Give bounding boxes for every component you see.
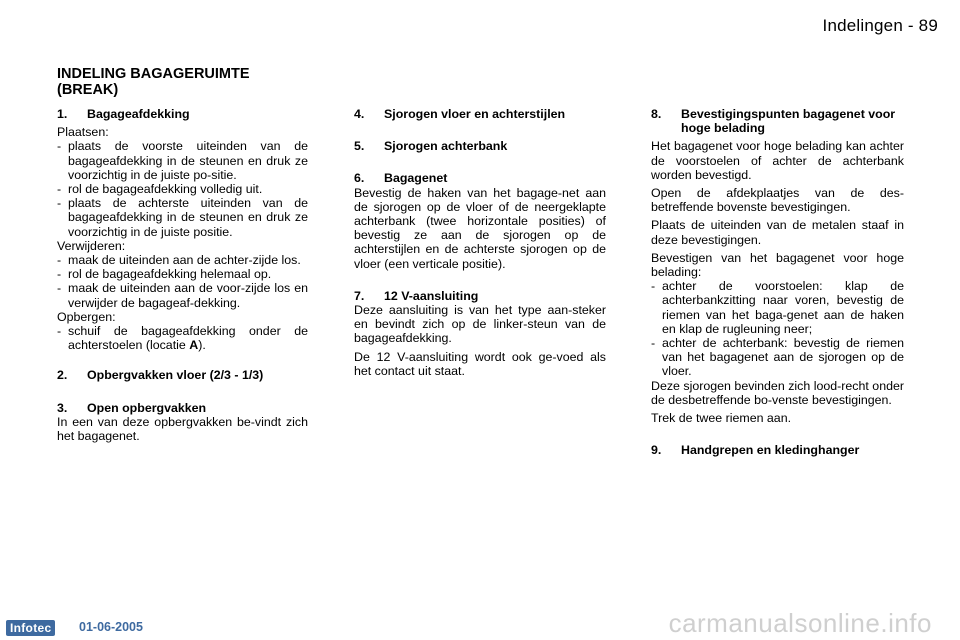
column-1 [57,107,308,443]
section-number: 7. [354,288,365,303]
page-header: Indelingen - 89 [822,16,938,35]
section-number: 8. [651,107,662,121]
section-title: Bagagenet [384,171,448,186]
section-text: Het bagagenet voor hoge belading kan achter de voorstoelen of achter de achterbank worden bevestigd. [651,139,904,182]
section-heading-9 [651,443,904,457]
list-item: - schuif de bagageafdekking onder de achterstoelen (locatie A). [57,324,308,353]
list-item-text: maak de uiteinden aan de achter-zijde los. [68,253,301,268]
list-item: - achter de voorstoelen: klap de achterbankzitting naar voren, bevestig de riemen van het baga-genet aan de haken en klap de rugleuning neer; [651,279,904,336]
list-item: - rol de bagageafdekking helemaal op. [57,267,308,281]
section-text: Deze aansluiting is van het type aan-steker en bevindt zich op de linker-steun van de bagageafdekking. [354,303,606,346]
list-item: - rol de bagageafdekking volledig uit. [57,182,308,196]
list-item: - achter de achterbank: bevestig de riemen van het bagagenet aan de sjorogen op de vloer. [651,336,904,379]
page-title [57,66,250,98]
list-item-text: plaats de voorste uiteinden van de bagageafdekking in de steunen en druk ze voorzichtig in de juiste po-sitie. [68,139,308,182]
section-heading-3 [57,401,308,415]
watermark: carmanualsonline.info [668,608,932,638]
section-heading-2 [57,368,308,382]
column-3 [651,107,904,457]
section-title: Handgrepen en kledinghanger [681,443,860,458]
section-text: Trek de twee riemen aan. [651,411,792,426]
list-item-text [68,324,308,352]
page-title-line-1: INDELING BAGAGERUIMTE [57,66,250,82]
section-title: Sjorogen achterbank [384,139,508,154]
section-text: Deze sjorogen bevinden zich lood-recht onder de desbetreffende bo-venste bevestigingen. [651,378,904,407]
section-number: 2. [57,368,68,383]
footer-date: 01-06-2005 [79,620,143,634]
list-item-text: achter de achterbank: bevestig de riemen van het bagagenet aan de sjorogen op de vloer. [662,336,904,379]
list-item: - plaats de voorste uiteinden van de bagageafdekking in de steunen en druk ze voorzichtig in de juiste po-sitie. [57,139,308,182]
placing-label: Plaatsen: [57,125,109,140]
infotec-logo: Infotec [6,620,55,636]
list-item: - plaats de achterste uiteinden van de bagageafdekking in de steunen en druk ze voorzichtig in de juiste positie. [57,196,308,239]
section-text: Bevestigen van het bagagenet voor hoge belading: [651,250,904,280]
section-text: De 12 V-aansluiting wordt ook ge-voed als het contact uit staat. [354,349,606,378]
list-item-text-part: ). [198,338,206,353]
section-number: 5. [354,139,365,154]
section-number: 9. [651,443,662,458]
list-item-text: maak de uiteinden aan de voor-zijde los en verwijder de bagageaf-dekking. [68,281,308,310]
section-text: Plaats de uiteinden van de metalen staaf in deze bevestigingen. [651,218,904,247]
page-title-line-2: (BREAK) [57,82,119,98]
column-2 [354,107,606,378]
section-heading-7 [354,289,606,303]
section-title: Bagageafdekking [87,107,190,121]
section-heading-1 [57,107,308,121]
section-number: 4. [354,107,365,121]
section-heading-4 [354,107,606,121]
section-title: Bevestigingspunten bagagenet voor hoge belading [681,107,896,136]
section-text: In een van deze opbergvakken be-vindt zich het bagagenet. [57,414,308,444]
section-text: Open de afdekplaatjes van de des-betreffende bovenste bevestigingen. [651,186,904,215]
location-label: A [189,338,199,353]
list-item-text: plaats de achterste uiteinden van de bagageafdekking in de steunen en druk ze voorzichtig in de juiste positie. [68,196,308,239]
section-heading-6 [354,171,606,185]
section-title: Open opbergvakken [87,400,207,415]
section-title: 12 V-aansluiting [384,288,479,303]
list-item-text: rol de bagageafdekking helemaal op. [68,267,272,282]
list-item-text: rol de bagageafdekking volledig uit. [68,182,263,197]
list-item: - maak de uiteinden aan de achter-zijde los. [57,253,308,267]
section-number: 1. [57,107,68,121]
store-label: Opbergen: [57,309,116,324]
section-number: 3. [57,400,68,415]
section-title: Opbergvakken vloer (2/3 - 1/3) [87,368,264,383]
section-title: Sjorogen vloer en achterstijlen [384,107,566,121]
list-item: - maak de uiteinden aan de voor-zijde los en verwijder de bagageaf-dekking. [57,281,308,310]
section-heading-8 [651,107,904,135]
list-item-text: achter de voorstoelen: klap de achterbankzitting naar voren, bevestig de riemen van het baga-genet aan de haken en klap de rugleuning neer; [662,279,904,336]
remove-label: Verwijderen: [57,238,126,253]
section-number: 6. [354,171,365,186]
section-heading-5 [354,139,606,153]
list-item-text-part: schuif de bagageafdekking onder de achterstoelen (locatie [68,324,308,353]
section-text: Bevestig de haken van het bagage-net aan de sjorogen op de vloer of de neergeklapte achterbank (twee horizontale posities) of bevestig ze aan de sjorogen op de achterstijlen en de achterste sjorogen op de vloer (een verticale positie). [354,185,606,271]
